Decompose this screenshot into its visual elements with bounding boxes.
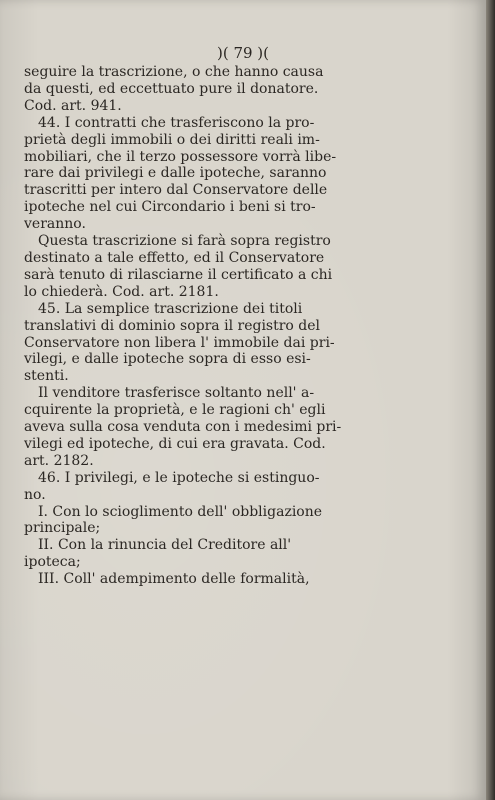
text-line: destinato a tale effetto, ed il Conservatore [24, 249, 325, 266]
text-line: cquirente la proprietà, e le ragioni ch' egli [24, 402, 326, 419]
text-line: 46. I privilegi, e le ipoteche si estinguo- [38, 469, 320, 486]
text-line: stenti. [24, 368, 69, 385]
text-line: 45. La semplice trascrizione dei titoli [38, 300, 303, 317]
text-line: sarà tenuto di rilasciarne il certificato a chi [24, 266, 333, 283]
text-line: II. Con la rinuncia del Creditore all' [38, 537, 292, 554]
text-line: Conservatore non libera l' immobile dai pri- [24, 334, 335, 351]
text-line: Questa trascrizione si farà sopra registro [38, 233, 331, 250]
text-line: art. 2182. [24, 452, 94, 469]
text-line: Cod. art. 941. [24, 97, 122, 114]
text-line: prietà degli immobili o dei diritti reali im- [24, 131, 320, 148]
page-number: )( 79 )( [216, 44, 270, 62]
text-line: veranno. [24, 216, 86, 233]
body-text [24, 64, 464, 588]
text-line: mobiliari, che il terzo possessore vorrà libe- [24, 148, 337, 165]
text-line: ipoteca; [24, 554, 81, 571]
page-edge [486, 0, 495, 800]
text-line: vilegi, e dalle ipoteche sopra di esso esi- [24, 351, 311, 368]
text-line: III. Coll' adempimento delle formalità, [38, 571, 310, 588]
text-line: ipoteche nel cui Circondario i beni si tro- [24, 199, 316, 216]
text-line: vilegi ed ipoteche, di cui era gravata. Cod. [24, 435, 326, 452]
text-line: rare dai privilegi e dalle ipoteche, saranno [24, 165, 327, 182]
text-line: principale; [24, 520, 101, 537]
text-line: Il venditore trasferisce soltanto nell' a- [38, 385, 315, 402]
text-line: da questi, ed eccettuato pure il donatore. [24, 80, 319, 97]
text-line: 44. I contratti che trasferiscono la pro- [38, 114, 315, 131]
text-line: seguire la trascrizione, o che hanno causa [24, 64, 324, 80]
text-line: translativi di dominio sopra il registro del [24, 317, 321, 334]
text-line: I. Con lo scioglimento dell' obbligazione [38, 503, 323, 520]
text-line: trascritti per intero dal Conservatore delle [24, 182, 328, 199]
text-line: no. [24, 486, 46, 503]
text-line: lo chiederà. Cod. art. 2181. [24, 283, 219, 300]
text-line: aveva sulla cosa venduta con i medesimi pri- [24, 419, 342, 436]
